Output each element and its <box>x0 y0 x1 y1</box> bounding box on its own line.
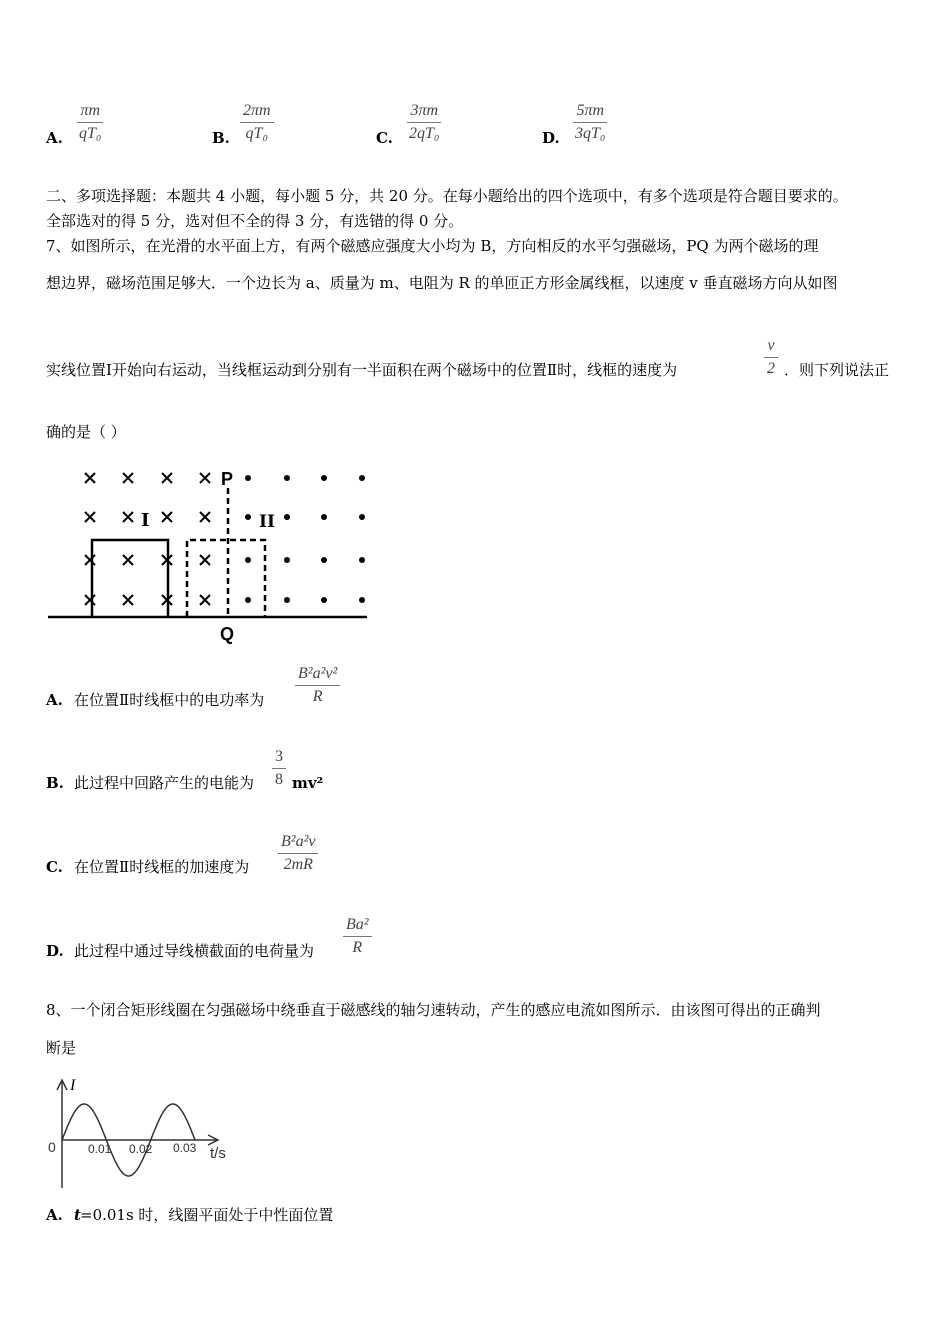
option-text: 在位置Ⅱ时线框中的电功率为 <box>74 691 265 709</box>
option-fraction: $\frac{\pi m}{\text{qT₀}}$ <box>79 102 102 142</box>
origin-label: 0 <box>48 1139 56 1155</box>
q8-text-line2: 断是 <box>46 1039 77 1057</box>
q7-text-line3: 实线位置Ⅰ开始向右运动，当线框运动到分别有一半面积在两个磁场中的位置Ⅱ时，线框的速度为 <box>46 361 678 379</box>
y-axis-label: I <box>70 1077 76 1094</box>
option-label: D. <box>46 942 64 960</box>
x-axis-label: t/s <box>210 1145 226 1162</box>
option-fraction: $\frac{3\pi m}{\text{2qT₀}}$ <box>409 102 440 142</box>
q7-text-line4: 确的是（ ） <box>46 423 126 441</box>
label-p: P <box>221 469 234 489</box>
option-label: A. <box>46 129 63 147</box>
section-heading-line1: 二、多项选择题：本题共 4 小题，每小题 5 分，共 20 分。在每小题给出的四个选项中，有多个选项是符合题目要求的。 <box>46 187 848 205</box>
option-fraction: $\frac{\text{B²a²v}}{2mR}$ <box>278 833 318 874</box>
option-label: B. <box>212 129 230 147</box>
option-label: D. <box>542 129 560 147</box>
option-text: =0.01s 时，线圈平面处于中性面位置 <box>80 1206 334 1224</box>
tick-label: 0.02 <box>129 1142 153 1156</box>
option-fraction: $\frac{\text{Ba²}}{R}$ <box>343 916 372 957</box>
section-heading-line2: 全部选对的得 5 分，选对但不全的得 3 分，有选错的得 0 分。 <box>46 212 464 230</box>
q7-text-line2: 想边界，磁场范围足够大．一个边长为 a、质量为 m、电阻为 R 的单匝正方形金属线框，以速度 v 垂直磁场方向从如图 <box>46 274 838 292</box>
tick-label: 0.03 <box>173 1141 197 1155</box>
option-label: C. <box>376 129 393 147</box>
label-position-1: I <box>141 510 150 531</box>
q7-text-line1: 7、如图所示，在光滑的水平面上方，有两个磁感应强度大小均为 B，方向相反的水平匀强磁场，PQ 为两个磁场的理 <box>46 237 819 255</box>
option-suffix: mv² <box>292 774 324 792</box>
option-fraction: $\frac{2\pi m}{\text{qT₀}}$ <box>240 102 274 143</box>
option-fraction: $\frac{\text{B²a²v²}}{R}$ <box>295 665 340 706</box>
option-label: A. <box>46 1206 63 1224</box>
option-text: 此过程中回路产生的电能为 <box>74 774 255 792</box>
q7-text-line3-end: ．则下列说法正 <box>784 361 890 379</box>
option-label: A. <box>46 691 63 709</box>
velocity-fraction: $\frac{v}{2}$ <box>764 337 778 378</box>
option-text: 在位置Ⅱ时线框的加速度为 <box>74 858 250 876</box>
option-fraction: $\frac{3}{8}$ <box>272 748 286 789</box>
option-label: B. <box>46 774 64 792</box>
label-q: Q <box>220 624 235 644</box>
option-fraction: $\frac{5\pi m}{\text{3qT₀}}$ <box>575 102 606 142</box>
tick-label: 0.01 <box>88 1142 112 1156</box>
q8-text-line1: 8、一个闭合矩形线圈在匀强磁场中绕垂直于磁感线的轴匀速转动，产生的感应电流如图所示．由该图可得出的正确判 <box>46 1001 821 1019</box>
option-variable: t <box>74 1206 81 1224</box>
label-position-2: II <box>259 512 275 532</box>
option-label: C. <box>46 858 63 876</box>
option-text: 此过程中通过导线横截面的电荷量为 <box>74 942 315 960</box>
